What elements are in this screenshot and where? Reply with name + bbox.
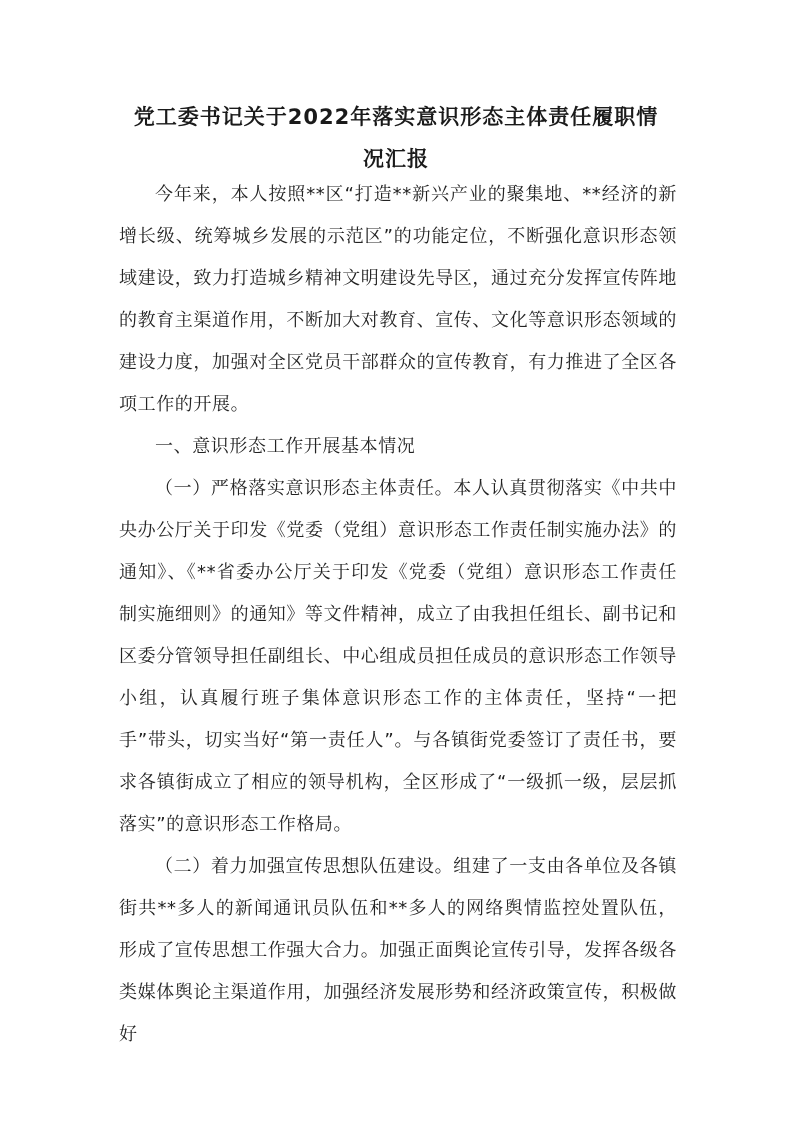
- document-title-line-1: 党工委书记关于2022年落实意识形态主体责任履职情: [133, 105, 659, 129]
- paragraph-subsection-2: （二）着力加强宣传思想队伍建设。组建了一支由各单位及各镇街共**多人的新闻通讯员队伍和**多人的网络舆情监控处置队伍，形成了宣传思想工作强大合力。加强正面舆论宣传引导，发挥各级各类媒体舆论主渠道作用，加强经济发展形势和经济政策宣传，积极做好: [119, 856, 677, 1045]
- document-title-line-2: 况汇报: [363, 147, 429, 171]
- document-body: [119, 174, 677, 1056]
- section-heading-1: 一、意识形态工作开展基本情况: [155, 436, 416, 457]
- paragraph-subsection-1: （一）严格落实意识形态主体责任。本人认真贯彻落实《中共中央办公厅关于印发《党委（党组）意识形态工作责任制实施办法》的通知》、《**省委办公厅关于印发《党委（党组）意识形态工作责任制实施细则》的通知》等文件精神，成立了由我担任组长、副书记和区委分管领导担任副组长、中心组成员担任成员的意识形态工作领导小组，认真履行班子集体意识形态工作的主体责任，坚持“一把手”带头，切实当好“第一责任人”。与各镇街党委签订了责任书，要求各镇街成立了相应的领导机构，全区形成了“一级抓一级，层层抓落实”的意识形态工作格局。: [119, 478, 677, 835]
- paragraph-intro: 今年来，本人按照**区“打造**新兴产业的聚集地、**经济的新增长级、统筹城乡发展的示范区”的功能定位，不断强化意识形态领域建设，致力打造城乡精神文明建设先导区，通过充分发挥宣传阵地的教育主渠道作用，不断加大对教育、宣传、文化等意识形态领域的建设力度，加强对全区党员干部群众的宣传教育，有力推进了全区各项工作的开展。: [119, 184, 677, 415]
